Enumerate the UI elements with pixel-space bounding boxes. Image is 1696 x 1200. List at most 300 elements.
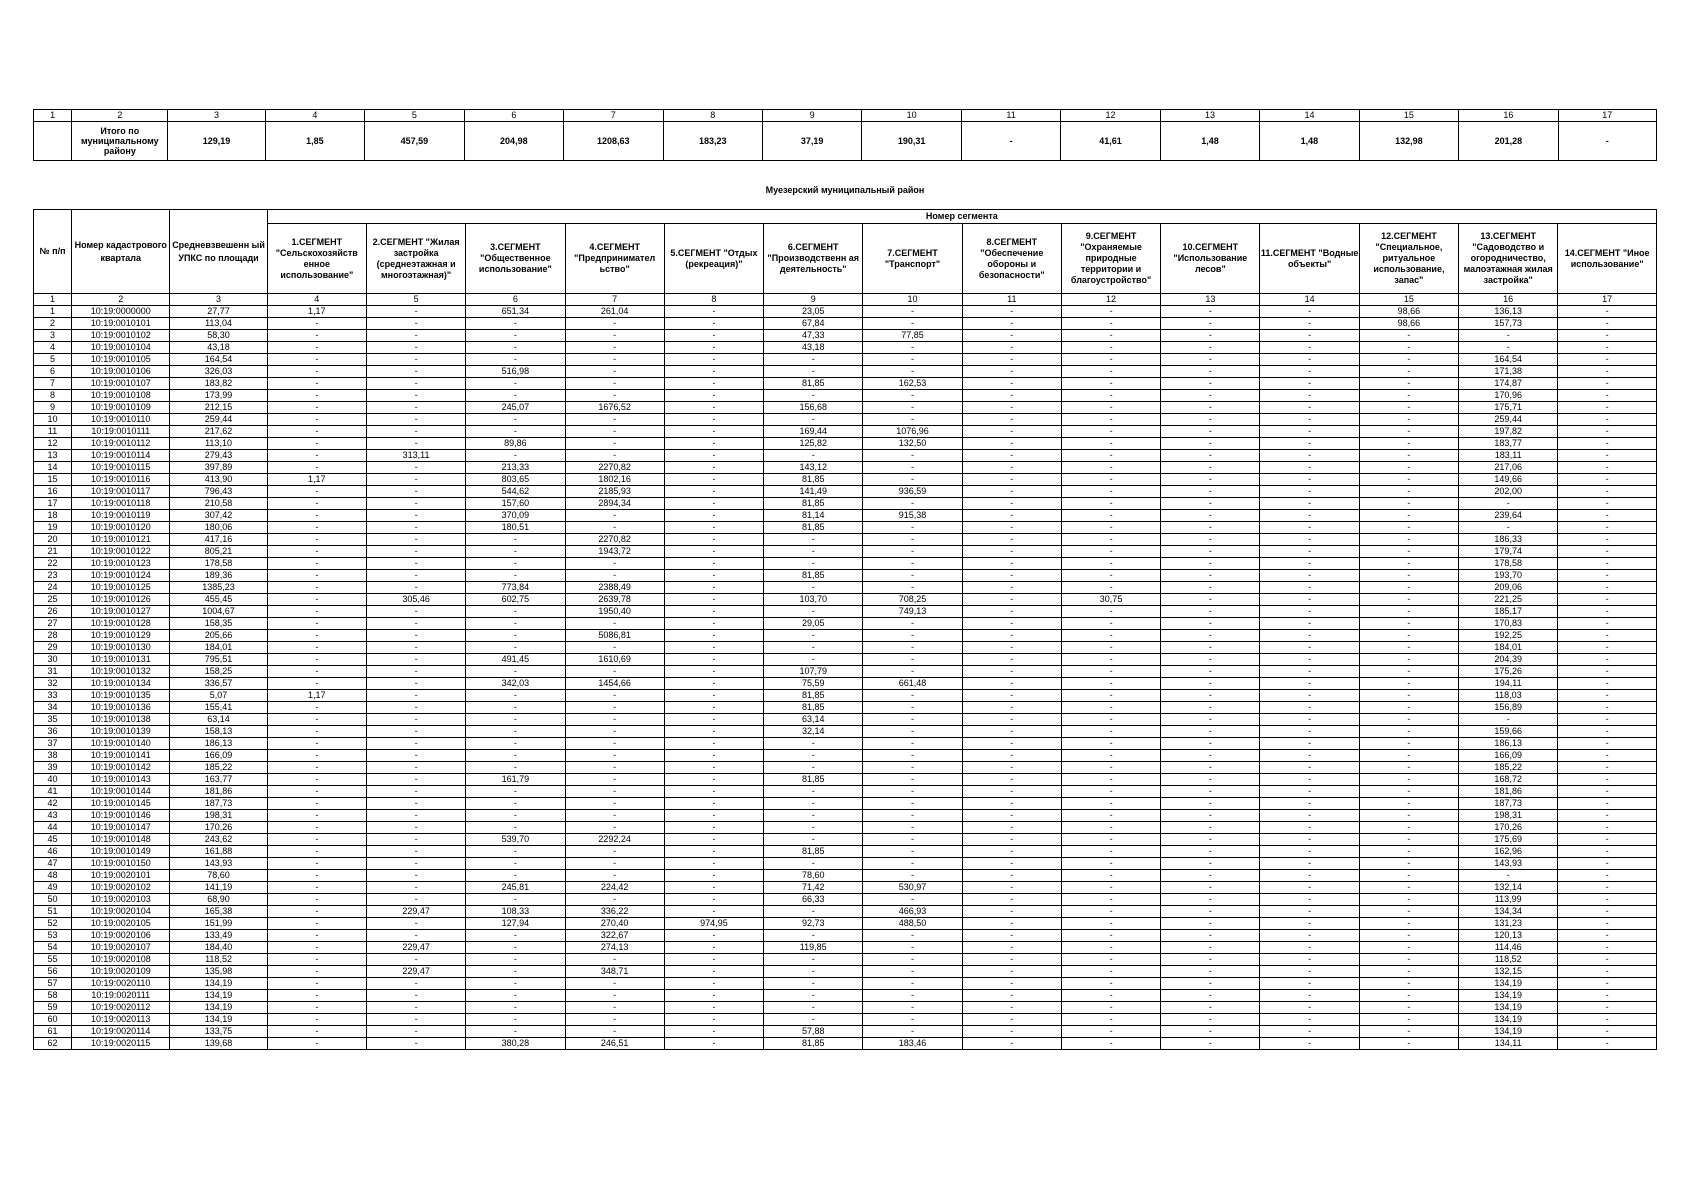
table-cell: - bbox=[962, 618, 1061, 630]
table-cell: - bbox=[1260, 1038, 1359, 1050]
table-cell: - bbox=[1558, 414, 1657, 426]
column-index-cell: 13 bbox=[1161, 294, 1260, 306]
col-header: 14.СЕГМЕНТ "Иное использование" bbox=[1558, 224, 1657, 294]
table-cell: 10 bbox=[34, 414, 72, 426]
table-cell: 10:19:0010111 bbox=[72, 426, 170, 438]
table-cell: 43 bbox=[34, 810, 72, 822]
table-cell: - bbox=[863, 498, 962, 510]
table-cell: 796,43 bbox=[170, 486, 267, 498]
table-cell: 107,79 bbox=[764, 666, 863, 678]
table-cell: - bbox=[1061, 858, 1160, 870]
table-cell: - bbox=[366, 426, 465, 438]
table-cell: 143,93 bbox=[1459, 858, 1558, 870]
table-cell: - bbox=[466, 966, 565, 978]
column-index-cell: 10 bbox=[862, 110, 961, 122]
table-cell: - bbox=[962, 342, 1061, 354]
table-cell: 78,60 bbox=[764, 870, 863, 882]
table-cell: 10:19:0010128 bbox=[72, 618, 170, 630]
table-cell: - bbox=[863, 858, 962, 870]
table-cell: - bbox=[466, 666, 565, 678]
column-index-cell: 16 bbox=[1459, 294, 1558, 306]
table-cell: 10:19:0020103 bbox=[72, 894, 170, 906]
table-cell: - bbox=[962, 1002, 1061, 1014]
table-cell: 1610,69 bbox=[565, 654, 664, 666]
table-cell: 134,19 bbox=[170, 990, 267, 1002]
table-cell: 10:19:0010139 bbox=[72, 726, 170, 738]
table-cell: - bbox=[466, 1002, 565, 1014]
table-cell: - bbox=[267, 486, 366, 498]
table-cell: - bbox=[664, 690, 763, 702]
table-cell: - bbox=[1260, 1014, 1359, 1026]
table-cell: 10:19:0010101 bbox=[72, 318, 170, 330]
table-cell: - bbox=[1061, 918, 1160, 930]
table-cell: - bbox=[1061, 834, 1160, 846]
table-cell: 49 bbox=[34, 882, 72, 894]
table-row bbox=[34, 642, 1657, 654]
table-cell: - bbox=[1161, 666, 1260, 678]
table-cell: - bbox=[565, 1026, 664, 1038]
table-cell: 10:19:0010134 bbox=[72, 678, 170, 690]
table-cell: 25 bbox=[34, 594, 72, 606]
table-cell: 56 bbox=[34, 966, 72, 978]
table-cell: 164,54 bbox=[1459, 354, 1558, 366]
table-cell: - bbox=[1260, 666, 1359, 678]
table-cell: 773,84 bbox=[466, 582, 565, 594]
table-cell: 204,39 bbox=[1459, 654, 1558, 666]
table-cell: - bbox=[664, 942, 763, 954]
table-cell: - bbox=[1061, 798, 1160, 810]
table-cell: - bbox=[1359, 498, 1458, 510]
table-cell: - bbox=[1061, 846, 1160, 858]
table-cell: 10:19:0010122 bbox=[72, 546, 170, 558]
table-cell: 34 bbox=[34, 702, 72, 714]
table-cell: - bbox=[1260, 642, 1359, 654]
column-index-cell: 8 bbox=[664, 294, 763, 306]
table-cell: - bbox=[366, 558, 465, 570]
col-header: 2.СЕГМЕНТ "Жилая застройка (среднеэтажная и многоэтажная)" bbox=[366, 224, 465, 294]
table-cell: - bbox=[1161, 330, 1260, 342]
table-cell: - bbox=[1061, 990, 1160, 1002]
table-cell: 29,05 bbox=[764, 618, 863, 630]
table-cell: - bbox=[1061, 306, 1160, 318]
table-cell: 336,22 bbox=[565, 906, 664, 918]
table-cell: - bbox=[863, 894, 962, 906]
table-cell: - bbox=[366, 474, 465, 486]
table-cell: - bbox=[962, 378, 1061, 390]
table-cell: 162,96 bbox=[1459, 846, 1558, 858]
table-cell: 413,90 bbox=[170, 474, 267, 486]
district-title: Муезерский муниципальный район bbox=[765, 185, 925, 195]
segment-group-row bbox=[34, 210, 1657, 224]
table-cell: - bbox=[664, 462, 763, 474]
table-cell: 50 bbox=[34, 894, 72, 906]
table-cell: - bbox=[962, 570, 1061, 582]
table-cell: - bbox=[664, 774, 763, 786]
table-cell: - bbox=[664, 438, 763, 450]
table-cell: - bbox=[267, 798, 366, 810]
table-cell: - bbox=[863, 966, 962, 978]
table-cell: - bbox=[466, 426, 565, 438]
table-cell: - bbox=[962, 978, 1061, 990]
table-cell: - bbox=[1558, 354, 1657, 366]
table-cell: 183,11 bbox=[1459, 450, 1558, 462]
table-cell: - bbox=[267, 618, 366, 630]
summary-total-value: 1208,63 bbox=[564, 122, 663, 161]
table-cell: 60 bbox=[34, 1014, 72, 1026]
table-cell: - bbox=[664, 798, 763, 810]
table-cell: 2270,82 bbox=[565, 534, 664, 546]
table-cell: 322,67 bbox=[565, 930, 664, 942]
table-cell: - bbox=[1260, 798, 1359, 810]
table-cell: - bbox=[1260, 1026, 1359, 1038]
column-index-cell: 17 bbox=[1558, 294, 1657, 306]
table-cell: - bbox=[267, 870, 366, 882]
table-cell: - bbox=[267, 522, 366, 534]
table-cell: 183,77 bbox=[1459, 438, 1558, 450]
table-cell: - bbox=[863, 774, 962, 786]
table-cell: 10:19:0020112 bbox=[72, 1002, 170, 1014]
table-cell: - bbox=[267, 414, 366, 426]
table-cell: 1802,16 bbox=[565, 474, 664, 486]
table-row bbox=[34, 786, 1657, 798]
table-cell: - bbox=[1558, 690, 1657, 702]
table-cell: - bbox=[664, 738, 763, 750]
table-cell: 198,31 bbox=[1459, 810, 1558, 822]
col-header: 12.СЕГМЕНТ "Специальное, ритуальное использование, запас" bbox=[1359, 224, 1458, 294]
table-cell: - bbox=[466, 618, 565, 630]
table-cell: - bbox=[1359, 738, 1458, 750]
table-cell: - bbox=[764, 1014, 863, 1026]
table-cell: - bbox=[565, 558, 664, 570]
table-cell: 23 bbox=[34, 570, 72, 582]
table-cell: - bbox=[1061, 498, 1160, 510]
table-cell: 22 bbox=[34, 558, 72, 570]
table-cell: - bbox=[1558, 390, 1657, 402]
table-cell: - bbox=[1260, 906, 1359, 918]
table-cell: - bbox=[962, 630, 1061, 642]
table-cell: - bbox=[1359, 678, 1458, 690]
table-cell: - bbox=[1260, 894, 1359, 906]
table-cell: - bbox=[863, 930, 962, 942]
column-index-cell: 12 bbox=[1061, 294, 1160, 306]
table-cell: - bbox=[1558, 462, 1657, 474]
table-cell: 915,38 bbox=[863, 510, 962, 522]
table-cell: 32 bbox=[34, 678, 72, 690]
table-cell: - bbox=[267, 762, 366, 774]
table-cell: 29 bbox=[34, 642, 72, 654]
table-cell: - bbox=[267, 318, 366, 330]
table-cell: - bbox=[466, 606, 565, 618]
table-cell: 259,44 bbox=[1459, 414, 1558, 426]
table-cell: - bbox=[664, 354, 763, 366]
table-cell: - bbox=[764, 630, 863, 642]
table-cell: - bbox=[1260, 402, 1359, 414]
table-cell: - bbox=[267, 654, 366, 666]
table-cell: - bbox=[1161, 594, 1260, 606]
table-cell: - bbox=[466, 930, 565, 942]
table-cell: - bbox=[1359, 966, 1458, 978]
table-cell: - bbox=[1459, 342, 1558, 354]
table-cell: - bbox=[267, 990, 366, 1002]
table-cell: 5,07 bbox=[170, 690, 267, 702]
table-cell: 10:19:0010150 bbox=[72, 858, 170, 870]
table-cell: 10:19:0020111 bbox=[72, 990, 170, 1002]
table-cell: 189,36 bbox=[170, 570, 267, 582]
table-cell: - bbox=[267, 726, 366, 738]
table-cell: - bbox=[1061, 642, 1160, 654]
table-cell: 194,11 bbox=[1459, 678, 1558, 690]
table-cell: - bbox=[366, 1014, 465, 1026]
table-cell: 205,66 bbox=[170, 630, 267, 642]
table-cell: - bbox=[962, 318, 1061, 330]
table-cell: - bbox=[1260, 1002, 1359, 1014]
table-cell: 120,13 bbox=[1459, 930, 1558, 942]
table-cell: - bbox=[1558, 450, 1657, 462]
table-cell: - bbox=[962, 798, 1061, 810]
table-cell: 1,17 bbox=[267, 306, 366, 318]
table-cell: 10:19:0010148 bbox=[72, 834, 170, 846]
table-cell: - bbox=[1260, 510, 1359, 522]
table-cell: - bbox=[1459, 870, 1558, 882]
table-cell: - bbox=[1161, 1014, 1260, 1026]
table-cell: - bbox=[962, 522, 1061, 534]
table-cell: - bbox=[764, 414, 863, 426]
table-cell: - bbox=[267, 570, 366, 582]
table-cell: 180,06 bbox=[170, 522, 267, 534]
column-index-cell: 6 bbox=[464, 110, 563, 122]
table-cell: 158,13 bbox=[170, 726, 267, 738]
table-cell: - bbox=[962, 642, 1061, 654]
table-cell: 186,33 bbox=[1459, 534, 1558, 546]
table-cell: - bbox=[1359, 1014, 1458, 1026]
table-row bbox=[34, 942, 1657, 954]
summary-total-value: 1,48 bbox=[1160, 122, 1259, 161]
table-cell: - bbox=[664, 366, 763, 378]
table-cell: 62 bbox=[34, 1038, 72, 1050]
table-cell: - bbox=[1061, 690, 1160, 702]
table-cell: - bbox=[1558, 558, 1657, 570]
table-cell: - bbox=[565, 426, 664, 438]
table-cell: 181,86 bbox=[1459, 786, 1558, 798]
table-cell: - bbox=[1061, 378, 1160, 390]
table-row bbox=[34, 978, 1657, 990]
table-cell: - bbox=[1558, 642, 1657, 654]
table-cell: - bbox=[267, 498, 366, 510]
table-cell: - bbox=[863, 414, 962, 426]
table-cell: - bbox=[1558, 822, 1657, 834]
table-cell: - bbox=[962, 498, 1061, 510]
table-cell: - bbox=[962, 870, 1061, 882]
table-cell: - bbox=[1359, 1026, 1458, 1038]
table-cell: - bbox=[267, 342, 366, 354]
table-cell: - bbox=[962, 966, 1061, 978]
table-cell: - bbox=[1558, 1014, 1657, 1026]
table-cell: - bbox=[267, 966, 366, 978]
table-cell: - bbox=[1359, 402, 1458, 414]
table-cell: 23,05 bbox=[764, 306, 863, 318]
table-cell: - bbox=[863, 558, 962, 570]
table-cell: 164,54 bbox=[170, 354, 267, 366]
table-cell: - bbox=[366, 858, 465, 870]
table-cell: - bbox=[1260, 990, 1359, 1002]
column-index-cell: 5 bbox=[366, 294, 465, 306]
table-cell: 92,73 bbox=[764, 918, 863, 930]
table-row bbox=[34, 990, 1657, 1002]
table-cell: - bbox=[565, 414, 664, 426]
table-cell: - bbox=[962, 594, 1061, 606]
table-cell: - bbox=[1260, 630, 1359, 642]
table-cell: - bbox=[366, 306, 465, 318]
table-cell: - bbox=[366, 510, 465, 522]
table-cell: - bbox=[565, 1014, 664, 1026]
table-cell: - bbox=[664, 678, 763, 690]
table-cell: - bbox=[1459, 714, 1558, 726]
table-cell: 125,82 bbox=[764, 438, 863, 450]
table-cell: - bbox=[1359, 414, 1458, 426]
table-cell: - bbox=[1061, 330, 1160, 342]
table-cell: - bbox=[1260, 762, 1359, 774]
table-cell: 10:19:0020113 bbox=[72, 1014, 170, 1026]
table-cell: - bbox=[366, 834, 465, 846]
table-cell: - bbox=[764, 450, 863, 462]
table-cell: - bbox=[366, 690, 465, 702]
table-cell: 81,85 bbox=[764, 498, 863, 510]
table-cell: - bbox=[664, 702, 763, 714]
table-cell: - bbox=[466, 414, 565, 426]
table-cell: - bbox=[863, 846, 962, 858]
table-cell: - bbox=[1061, 702, 1160, 714]
table-cell: - bbox=[267, 834, 366, 846]
table-cell: - bbox=[1558, 582, 1657, 594]
table-cell: - bbox=[1161, 846, 1260, 858]
column-index-cell: 15 bbox=[1359, 294, 1458, 306]
table-cell: - bbox=[565, 522, 664, 534]
table-row bbox=[34, 846, 1657, 858]
table-cell: - bbox=[962, 690, 1061, 702]
table-cell: - bbox=[1558, 522, 1657, 534]
table-cell: - bbox=[366, 702, 465, 714]
table-cell: - bbox=[565, 450, 664, 462]
table-cell: - bbox=[664, 966, 763, 978]
table-cell: - bbox=[1260, 738, 1359, 750]
table-row bbox=[34, 630, 1657, 642]
table-cell: 133,75 bbox=[170, 1026, 267, 1038]
table-cell: 98,66 bbox=[1359, 306, 1458, 318]
table-cell: 209,06 bbox=[1459, 582, 1558, 594]
table-cell: - bbox=[1558, 474, 1657, 486]
table-cell: - bbox=[664, 954, 763, 966]
table-cell: 417,16 bbox=[170, 534, 267, 546]
table-cell: - bbox=[764, 642, 863, 654]
table-cell: - bbox=[664, 1026, 763, 1038]
col-header: 3.СЕГМЕНТ "Общественное использование" bbox=[466, 224, 565, 294]
table-row bbox=[34, 702, 1657, 714]
table-row bbox=[34, 390, 1657, 402]
table-cell: - bbox=[1260, 726, 1359, 738]
table-cell: 158,25 bbox=[170, 666, 267, 678]
table-cell: 243,62 bbox=[170, 834, 267, 846]
summary-total-value: 41,61 bbox=[1061, 122, 1160, 161]
table-cell: - bbox=[565, 822, 664, 834]
table-cell: - bbox=[466, 978, 565, 990]
table-cell: - bbox=[1359, 438, 1458, 450]
table-cell: - bbox=[1260, 330, 1359, 342]
table-cell: - bbox=[664, 522, 763, 534]
table-row bbox=[34, 426, 1657, 438]
table-cell: 229,47 bbox=[366, 942, 465, 954]
table-cell: 149,66 bbox=[1459, 474, 1558, 486]
table-cell: - bbox=[466, 354, 565, 366]
table-cell: - bbox=[1061, 870, 1160, 882]
table-cell: - bbox=[664, 714, 763, 726]
table-cell: - bbox=[1558, 630, 1657, 642]
table-cell: - bbox=[1359, 918, 1458, 930]
table-cell: 9 bbox=[34, 402, 72, 414]
table-cell: - bbox=[1061, 1026, 1160, 1038]
table-cell: - bbox=[664, 870, 763, 882]
table-cell: - bbox=[1260, 306, 1359, 318]
table-cell: - bbox=[1359, 762, 1458, 774]
table-cell: - bbox=[366, 714, 465, 726]
table-cell: 10:19:0010120 bbox=[72, 522, 170, 534]
table-cell: - bbox=[962, 942, 1061, 954]
table-row bbox=[34, 726, 1657, 738]
table-cell: 466,93 bbox=[863, 906, 962, 918]
table-cell: - bbox=[1359, 546, 1458, 558]
table-cell: - bbox=[1260, 462, 1359, 474]
table-cell: 10:19:0010117 bbox=[72, 486, 170, 498]
table-cell: - bbox=[267, 906, 366, 918]
table-cell: 2185,93 bbox=[565, 486, 664, 498]
summary-index-row bbox=[34, 110, 1657, 122]
table-row bbox=[34, 1002, 1657, 1014]
table-cell: - bbox=[565, 954, 664, 966]
table-cell: - bbox=[962, 450, 1061, 462]
table-cell: - bbox=[1061, 450, 1160, 462]
table-cell: - bbox=[1260, 486, 1359, 498]
table-cell: 261,04 bbox=[565, 306, 664, 318]
table-cell: 661,48 bbox=[863, 678, 962, 690]
table-cell: - bbox=[267, 462, 366, 474]
table-cell: 239,64 bbox=[1459, 510, 1558, 522]
table-row bbox=[34, 738, 1657, 750]
table-cell: 10:19:0010119 bbox=[72, 510, 170, 522]
table-cell: - bbox=[267, 534, 366, 546]
table-cell: - bbox=[1161, 366, 1260, 378]
table-cell: 10:19:0010125 bbox=[72, 582, 170, 594]
table-cell: - bbox=[1359, 954, 1458, 966]
table-cell: 10:19:0010131 bbox=[72, 654, 170, 666]
table-cell: - bbox=[664, 558, 763, 570]
table-cell: 180,51 bbox=[466, 522, 565, 534]
table-row bbox=[34, 306, 1657, 318]
table-cell: - bbox=[1161, 834, 1260, 846]
table-cell: - bbox=[764, 750, 863, 762]
table-cell: 279,43 bbox=[170, 450, 267, 462]
table-cell: - bbox=[1061, 342, 1160, 354]
table-cell: - bbox=[1558, 714, 1657, 726]
table-cell: 10:19:0010147 bbox=[72, 822, 170, 834]
table-cell: - bbox=[267, 1014, 366, 1026]
table-cell: 15 bbox=[34, 474, 72, 486]
table-cell: - bbox=[863, 582, 962, 594]
table-cell: - bbox=[565, 858, 664, 870]
table-cell: - bbox=[1161, 954, 1260, 966]
table-row bbox=[34, 822, 1657, 834]
table-cell: 10:19:0010127 bbox=[72, 606, 170, 618]
table-cell: 38 bbox=[34, 750, 72, 762]
table-row bbox=[34, 870, 1657, 882]
